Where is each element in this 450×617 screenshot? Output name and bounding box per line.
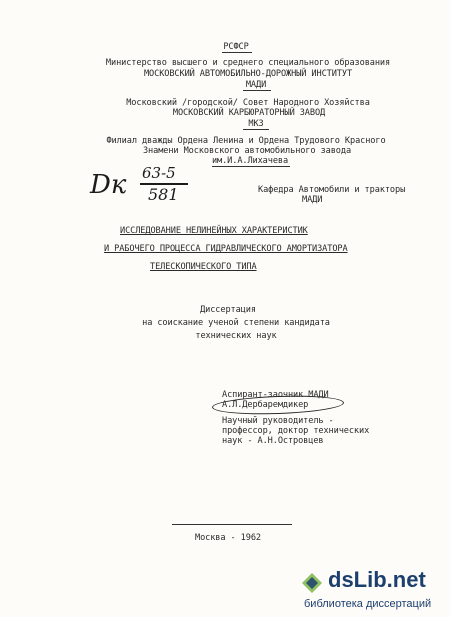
title-line3: ТЕЛЕСКОПИЧЕСКОГО ТИПА bbox=[150, 262, 257, 272]
header-branch-line1: Филиал дважды Ордена Ленина и Ордена Трудового Красного bbox=[106, 136, 386, 146]
divider bbox=[243, 90, 271, 91]
work-type-line1: Диссертация bbox=[200, 305, 256, 315]
divider bbox=[212, 166, 290, 167]
header-plant-abbr: МКЗ bbox=[248, 119, 264, 129]
work-type-line2: на соискание ученой степени кандидата bbox=[142, 318, 330, 328]
header-institute: МОСКОВСКИЙ АВТОМОБИЛЬНО-ДОРОЖНЫЙ ИНСТИТУТ bbox=[143, 69, 353, 79]
catalog-mark-prefix: Dк bbox=[90, 170, 127, 200]
header-council: Московский /городской/ Совет Народного Хозяйства bbox=[126, 98, 370, 108]
footer-place-year: Москва - 1962 bbox=[195, 533, 261, 543]
department-line1: Кафедра Автомобили и тракторы bbox=[258, 185, 406, 195]
divider bbox=[243, 129, 269, 130]
watermark-tagline: библиотека диссертаций bbox=[304, 598, 432, 610]
header-org: РСФСР bbox=[223, 42, 249, 52]
work-type-line3: технических наук bbox=[195, 331, 277, 341]
watermark-site: dsLib.net bbox=[328, 567, 426, 592]
title-line1: ИССЛЕДОВАНИЕ НЕЛИНЕЙНЫХ ХАРАКТЕРИСТИК bbox=[120, 226, 308, 236]
header-plant: МОСКОВСКИЙ КАРБЮРАТОРНЫЙ ЗАВОД bbox=[172, 108, 326, 118]
department-line2: МАДИ bbox=[302, 195, 323, 205]
advisor-line3: наук - А.Н.Островцев bbox=[222, 436, 324, 446]
title-line2: И РАБОЧЕГО ПРОЦЕССА ГИДРАВЛИЧЕСКОГО АМОРТИЗАТОРА bbox=[104, 244, 348, 254]
header-institute-abbr: МАДИ bbox=[245, 80, 267, 90]
catalog-mark bbox=[90, 164, 200, 210]
advisor-line1: Научный руководитель - bbox=[222, 416, 334, 426]
dslib-logo-icon bbox=[300, 571, 324, 595]
catalog-mark-bottom: 581 bbox=[148, 185, 179, 204]
divider bbox=[222, 52, 252, 53]
header-branch-line2: Знамени Московского автомобильного завода bbox=[142, 146, 352, 156]
header-branch-line3: им.И.А.Лихачева bbox=[211, 156, 289, 166]
footer-rule bbox=[172, 524, 292, 525]
author-line2: А.Л.Дербаремдикер bbox=[222, 400, 309, 410]
header-ministry: Министерство высшего и среднего специального образования bbox=[105, 58, 391, 68]
author-line1: Аспирант-заочник МАДИ bbox=[222, 390, 329, 400]
watermark bbox=[300, 565, 448, 615]
advisor-line2: профессор, доктор технических bbox=[222, 426, 370, 436]
catalog-mark-top: 63-5 bbox=[142, 164, 176, 182]
